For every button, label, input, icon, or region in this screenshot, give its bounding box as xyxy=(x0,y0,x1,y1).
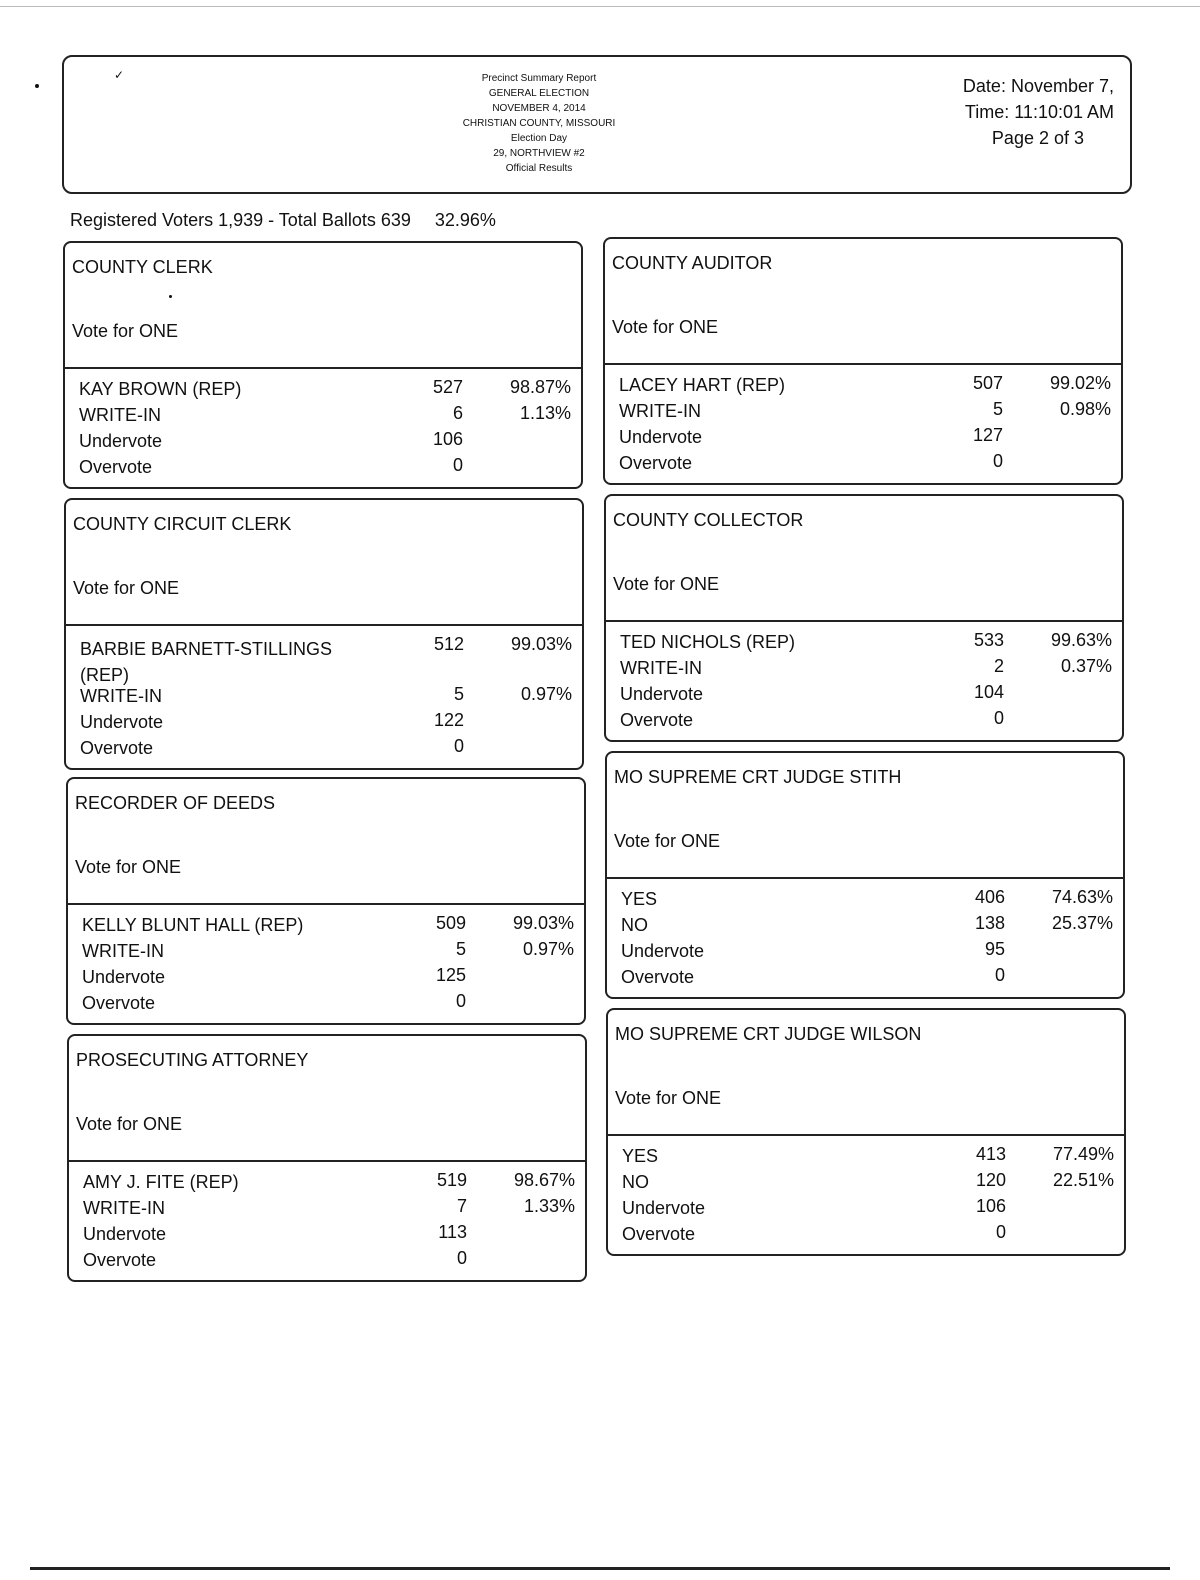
vote-percent: 98.87% xyxy=(509,377,571,397)
report-date: Date: November 7, xyxy=(962,76,1114,96)
race-title: PROSECUTING ATTORNEY xyxy=(76,1050,309,1070)
result-row xyxy=(65,403,581,429)
vote-percent: 99.03% xyxy=(512,913,574,933)
result-row xyxy=(68,913,584,939)
candidate-name: Undervote xyxy=(621,941,705,961)
race-county-circuit-clerk xyxy=(64,498,584,770)
candidate-name: Undervote xyxy=(80,712,164,732)
vote-count: 0 xyxy=(455,991,466,1011)
candidate-name: WRITE-IN xyxy=(620,658,702,678)
results-status: Official Results xyxy=(505,163,573,174)
race-prosecuting-attorney xyxy=(67,1034,587,1282)
result-row xyxy=(69,1170,585,1196)
candidate-name: Undervote xyxy=(79,431,163,451)
candidate-name-line2: (REP) xyxy=(80,665,129,685)
candidate-name: Overvote xyxy=(620,710,694,730)
candidate-name: WRITE-IN xyxy=(82,941,164,961)
county-name: CHRISTIAN COUNTY, MISSOURI xyxy=(462,118,616,129)
candidate-name: Undervote xyxy=(82,967,166,987)
vote-percent: 25.37% xyxy=(1051,913,1113,933)
race-judge-wilson xyxy=(606,1008,1126,1256)
result-row xyxy=(605,373,1121,399)
vote-count: 527 xyxy=(432,377,463,397)
election-date: NOVEMBER 4, 2014 xyxy=(492,103,586,114)
race-vote-for: Vote for ONE xyxy=(72,321,179,341)
candidate-name: WRITE-IN xyxy=(80,686,162,706)
race-vote-for: Vote for ONE xyxy=(615,1088,722,1108)
vote-count: 5 xyxy=(992,399,1003,419)
result-row xyxy=(605,425,1121,451)
report-time: Time: 11:10:01 AM xyxy=(964,102,1114,122)
result-row xyxy=(608,1196,1124,1222)
candidate-name: LACEY HART (REP) xyxy=(619,375,786,395)
result-row xyxy=(608,1144,1124,1170)
candidate-name: YES xyxy=(622,1146,659,1166)
race-title: MO SUPREME CRT JUDGE WILSON xyxy=(615,1024,922,1044)
candidate-name: Overvote xyxy=(80,738,154,758)
vote-count: 6 xyxy=(452,403,463,423)
result-row xyxy=(69,1196,585,1222)
race-header xyxy=(607,753,1123,879)
race-title: COUNTY CIRCUIT CLERK xyxy=(73,514,292,534)
race-county-auditor xyxy=(603,237,1123,485)
candidate-name: WRITE-IN xyxy=(619,401,701,421)
race-vote-for: Vote for ONE xyxy=(76,1114,183,1134)
race-results xyxy=(65,369,581,487)
result-row xyxy=(69,1248,585,1274)
vote-percent: 1.33% xyxy=(523,1196,575,1216)
vote-percent: 0.97% xyxy=(520,684,572,704)
stray-dot xyxy=(169,295,172,298)
result-row xyxy=(607,887,1123,913)
vote-count: 509 xyxy=(435,913,466,933)
race-results xyxy=(607,879,1123,997)
result-row xyxy=(606,656,1122,682)
bottom-rule xyxy=(30,1567,1170,1570)
candidate-name: Overvote xyxy=(619,453,693,473)
vote-count: 0 xyxy=(993,708,1004,728)
vote-count: 512 xyxy=(433,634,464,654)
vote-count: 127 xyxy=(972,425,1003,445)
candidate-name xyxy=(80,636,332,688)
vote-count: 106 xyxy=(432,429,463,449)
race-recorder-of-deeds xyxy=(66,777,586,1025)
session-name: Election Day xyxy=(510,133,568,144)
vote-percent: 74.63% xyxy=(1051,887,1113,907)
result-row xyxy=(606,682,1122,708)
vote-count: 125 xyxy=(435,965,466,985)
race-county-clerk xyxy=(63,241,583,489)
candidate-name: Overvote xyxy=(83,1250,157,1270)
vote-count: 533 xyxy=(973,630,1004,650)
candidate-name: YES xyxy=(621,889,658,909)
race-title: COUNTY AUDITOR xyxy=(612,253,773,273)
result-row xyxy=(606,630,1122,656)
header-center-block xyxy=(394,71,684,176)
candidate-name: NO xyxy=(621,915,648,935)
result-row xyxy=(68,991,584,1017)
header-meta xyxy=(963,73,1114,151)
race-header xyxy=(68,779,584,905)
vote-percent: 77.49% xyxy=(1052,1144,1114,1164)
candidate-name: Overvote xyxy=(79,457,153,477)
candidate-name: Overvote xyxy=(621,967,695,987)
result-row xyxy=(68,939,584,965)
vote-count: 0 xyxy=(456,1248,467,1268)
vote-count: 138 xyxy=(974,913,1005,933)
vote-count: 406 xyxy=(974,887,1005,907)
race-vote-for: Vote for ONE xyxy=(612,317,719,337)
candidate-name: AMY J. FITE (REP) xyxy=(83,1172,239,1192)
vote-percent: 22.51% xyxy=(1052,1170,1114,1190)
race-title: MO SUPREME CRT JUDGE STITH xyxy=(614,767,902,787)
vote-count: 106 xyxy=(975,1196,1006,1216)
race-title: COUNTY CLERK xyxy=(72,257,213,277)
race-title: RECORDER OF DEEDS xyxy=(75,793,276,813)
vote-count: 5 xyxy=(453,684,464,704)
vote-count: 0 xyxy=(452,455,463,475)
result-row xyxy=(608,1170,1124,1196)
race-header xyxy=(606,496,1122,622)
result-row xyxy=(68,965,584,991)
vote-percent: 0.97% xyxy=(522,939,574,959)
race-header xyxy=(605,239,1121,365)
result-row xyxy=(66,710,582,736)
race-header xyxy=(66,500,582,626)
race-header xyxy=(65,243,581,369)
vote-percent: 0.37% xyxy=(1060,656,1112,676)
race-header xyxy=(69,1036,585,1162)
race-vote-for: Vote for ONE xyxy=(73,578,180,598)
result-row xyxy=(65,455,581,481)
race-results xyxy=(606,622,1122,740)
race-results xyxy=(68,905,584,1023)
candidate-name-line1: BARBIE BARNETT-STILLINGS xyxy=(80,639,333,659)
race-vote-for: Vote for ONE xyxy=(75,857,182,877)
candidate-name: KELLY BLUNT HALL (REP) xyxy=(82,915,304,935)
result-row xyxy=(605,451,1121,477)
result-row xyxy=(66,634,582,684)
candidate-name: Undervote xyxy=(620,684,704,704)
candidate-name: Undervote xyxy=(622,1198,706,1218)
result-row xyxy=(607,913,1123,939)
vote-count: 5 xyxy=(455,939,466,959)
race-title: COUNTY COLLECTOR xyxy=(613,510,804,530)
result-row xyxy=(69,1222,585,1248)
vote-count: 104 xyxy=(973,682,1004,702)
election-name: GENERAL ELECTION xyxy=(488,88,590,99)
result-row xyxy=(605,399,1121,425)
vote-count: 0 xyxy=(995,1222,1006,1242)
vote-count: 95 xyxy=(984,939,1005,959)
report-title: Precinct Summary Report xyxy=(481,73,597,84)
candidate-name: NO xyxy=(622,1172,649,1192)
candidate-name: TED NICHOLS (REP) xyxy=(620,632,796,652)
vote-count: 7 xyxy=(456,1196,467,1216)
report-header xyxy=(62,55,1132,194)
turnout-summary xyxy=(70,210,496,231)
vote-count: 507 xyxy=(972,373,1003,393)
candidate-name: Overvote xyxy=(82,993,156,1013)
result-row xyxy=(607,939,1123,965)
candidate-name: Undervote xyxy=(83,1224,167,1244)
margin-mark xyxy=(35,84,39,88)
top-rule xyxy=(0,6,1200,7)
vote-count: 2 xyxy=(993,656,1004,676)
vote-count: 0 xyxy=(994,965,1005,985)
check-mark: ✓ xyxy=(114,68,125,82)
vote-count: 413 xyxy=(975,1144,1006,1164)
vote-count: 0 xyxy=(453,736,464,756)
candidate-name: Undervote xyxy=(619,427,703,447)
vote-count: 122 xyxy=(433,710,464,730)
result-row xyxy=(66,736,582,762)
result-row xyxy=(65,377,581,403)
vote-percent: 98.67% xyxy=(513,1170,575,1190)
candidate-name: WRITE-IN xyxy=(79,405,161,425)
vote-count: 113 xyxy=(438,1222,467,1242)
vote-percent: 99.02% xyxy=(1049,373,1111,393)
result-row xyxy=(66,684,582,710)
candidate-name: KAY BROWN (REP) xyxy=(79,379,242,399)
race-results xyxy=(608,1136,1124,1254)
candidate-name: Overvote xyxy=(622,1224,696,1244)
vote-percent: 0.98% xyxy=(1059,399,1111,419)
result-row xyxy=(607,965,1123,991)
candidate-name: WRITE-IN xyxy=(83,1198,165,1218)
race-judge-stith xyxy=(605,751,1125,999)
vote-count: 0 xyxy=(992,451,1003,471)
race-vote-for: Vote for ONE xyxy=(613,574,720,594)
race-results xyxy=(69,1162,585,1280)
vote-count: 519 xyxy=(436,1170,467,1190)
page-number: Page 2 of 3 xyxy=(991,128,1084,148)
race-header xyxy=(608,1010,1124,1136)
registered-voters-text: Registered Voters 1,939 - Total Ballots 639 xyxy=(70,210,411,230)
vote-percent: 99.63% xyxy=(1050,630,1112,650)
result-row xyxy=(65,429,581,455)
result-row xyxy=(608,1222,1124,1248)
vote-count: 120 xyxy=(975,1170,1006,1190)
turnout-percent: 32.96% xyxy=(434,210,496,230)
race-results xyxy=(605,365,1121,483)
race-county-collector xyxy=(604,494,1124,742)
result-row xyxy=(606,708,1122,734)
precinct-name: 29, NORTHVIEW #2 xyxy=(493,148,585,159)
race-vote-for: Vote for ONE xyxy=(614,831,721,851)
vote-percent: 99.03% xyxy=(510,634,572,654)
race-results xyxy=(66,626,582,768)
vote-percent: 1.13% xyxy=(519,403,571,423)
